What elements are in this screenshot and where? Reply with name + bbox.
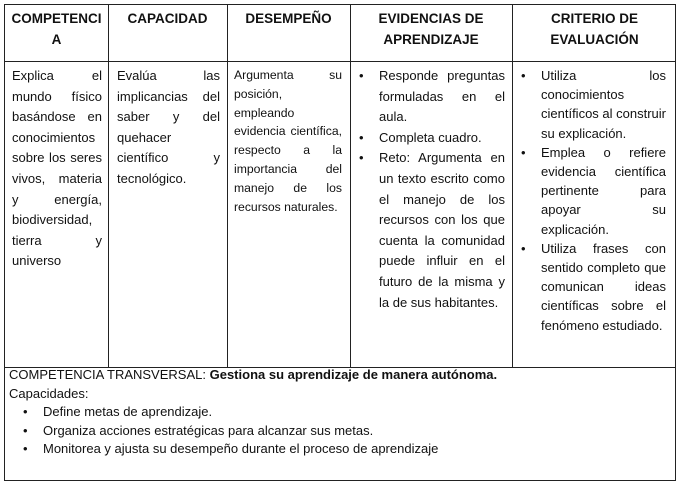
list-item: • Emplea o refiere evidencia científica pertinente para apoyar su explicación. <box>521 144 666 237</box>
capacidades-list <box>9 403 659 459</box>
header-desempeno: DESEMPEÑO <box>245 11 332 26</box>
cell-desempeno: Argumenta su posición, empleando evidencia científica, respecto a la importancia del manejo de los recursos naturales. <box>234 68 342 214</box>
transversal-heading: COMPETENCIA TRANSVERSAL: Gestiona su aprendizaje de manera autónoma. <box>9 367 498 382</box>
capacidades-label: Capacidades: <box>9 385 89 401</box>
list-item: • Utiliza los conocimientos científicos al construir su explicación. <box>521 68 666 141</box>
list-item: • Completa cuadro. <box>359 129 482 145</box>
list-item: • Responde preguntas formuladas en el aula. <box>359 68 505 125</box>
cell-capacidad: Evalúa las implicancias del saber y del quehacer científico y tecnológico. <box>117 68 220 186</box>
header-capacidad: CAPACIDAD <box>127 11 208 26</box>
list-item: • Define metas de aprendizaje. <box>23 404 213 419</box>
cell-criterios <box>517 66 666 335</box>
header-criterio: CRITERIO DE EVALUACIÓN <box>550 11 639 47</box>
header-competencia: COMPETENCI A <box>11 11 102 47</box>
cell-evidencias <box>355 66 505 313</box>
criterios-list <box>517 66 666 335</box>
evidencias-list <box>355 66 505 313</box>
list-item: • Utiliza frases con sentido completo que comunican ideas científicas sobre el fenómeno estudiado. <box>521 240 666 333</box>
list-item: • Monitorea y ajusta su desempeño durante el proceso de aprendizaje <box>23 441 439 456</box>
header-evidencias: EVIDENCIAS DE APRENDIZAJE <box>378 11 484 47</box>
cell-competencia: Explica el mundo físico basándose en conocimientos sobre los seres vivos, materia y energía, biodiversidad, tierra y universo <box>12 68 102 269</box>
column-divider <box>350 5 351 367</box>
transversal-section <box>9 366 659 459</box>
column-divider <box>512 5 513 367</box>
list-item: • Reto: Argumenta en un texto escrito como el manejo de los recursos con los que cuenta la comunidad puede influir en el futuro de la misma y la de sus habitantes. <box>359 150 505 310</box>
header-row-divider <box>5 61 675 62</box>
list-item: • Organiza acciones estratégicas para alcanzar sus metas. <box>23 422 374 438</box>
column-divider <box>227 5 228 367</box>
column-divider <box>108 5 109 367</box>
